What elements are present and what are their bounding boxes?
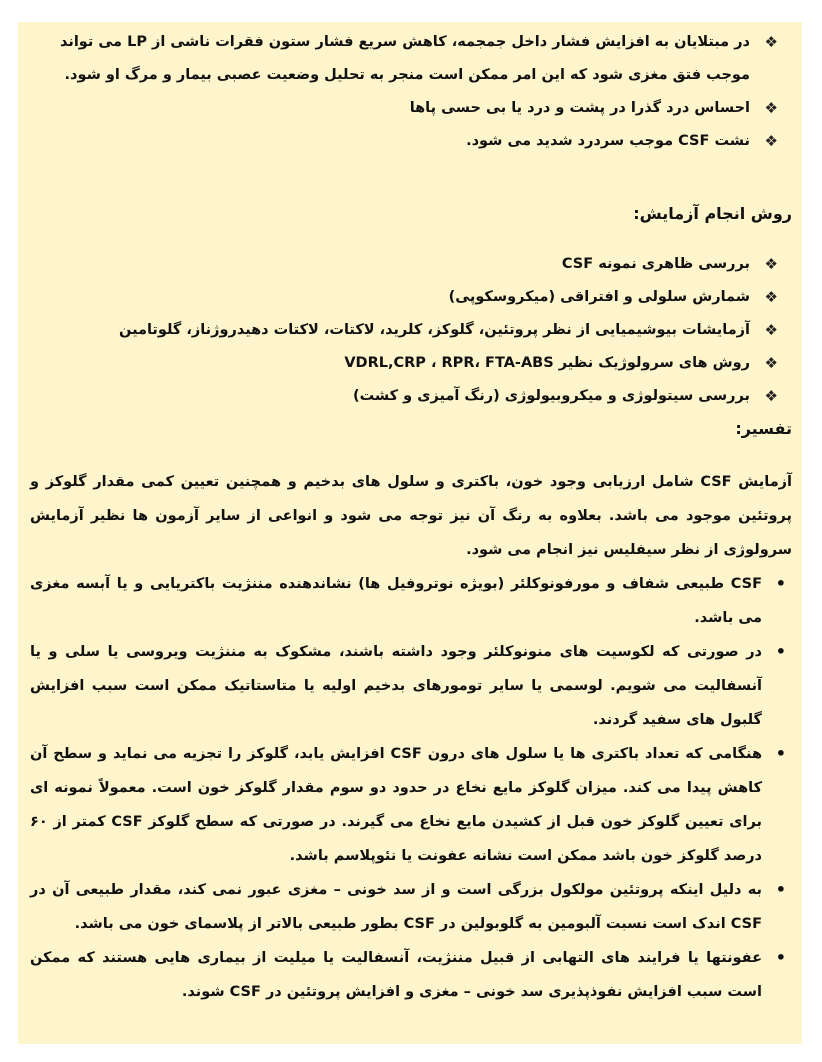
list-item: • به دلیل اینکه پروتئین مولکول بزرگی است و از سد خونی – مغزی عبور نمی کند، مقدار طبیعی آن در CSF اندک است نسبت آلبومین به گلوبولین در CSF بطور طبیعی بالاتر از پلاسمای خون می باشد. — [30, 873, 792, 941]
diamond-bullet-icon: ❖ — [764, 255, 778, 273]
interpretation-paragraph: آزمایش CSF شامل ارزیابی وجود خون، باکتری و سلول های بدخیم و همچنین تعیین کمی مقدار گلوکز و پروتئین موجود می باشد. بعلاوه به رنگ آن نیز توجه می شود و انواعی از سایر آزمون ها نظیر آزمایش سرولوژی از نظر سیفلیس نیز انجام می شود. — [30, 474, 792, 558]
diamond-bullet-icon: ❖ — [764, 33, 778, 51]
procedure-list — [30, 248, 792, 413]
list-item: • CSF طبیعی شفاف و مورفونوکلئر (بویژه نوتروفیل ها) نشاندهنده مننژیت باکتریایی و یا آبسه مغزی می باشد. — [30, 567, 792, 635]
interpretation-list — [30, 567, 792, 1009]
list-item: • عفونتها یا فرایند های التهابی از قبیل مننژیت، آنسفالیت یا میلیت از بیماری هایی هستند که ممکن است سبب افزایش نفوذپذیری سد خونی – مغزی و افزایش پروتئین در CSF شوند. — [30, 941, 792, 1009]
bullet-dot-icon: • — [775, 744, 786, 763]
list-item: ❖ شمارش سلولی و افتراقی (میکروسکوپی) — [30, 281, 792, 314]
document-page — [18, 22, 802, 1044]
list-item: ❖ بررسی ظاهری نمونه CSF — [30, 248, 792, 281]
diamond-bullet-icon: ❖ — [764, 288, 778, 306]
complications-list — [30, 26, 792, 158]
list-item: ❖ در مبتلایان به افزایش فشار داخل جمجمه، کاهش سریع فشار ستون فقرات ناشی از LP می تواند موجب فتق مغزی شود که این امر ممکن است منجر به تحلیل وضعیت عصبی بیمار و مرگ او شود. — [30, 26, 792, 92]
list-item: ❖ نشت CSF موجب سردرد شدید می شود. — [30, 125, 792, 158]
list-item: ❖ احساس درد گذرا در پشت و درد یا بی حسی پاها — [30, 92, 792, 125]
interpretation-heading: تفسیر: — [735, 419, 792, 438]
bullet-dot-icon: • — [775, 574, 786, 593]
diamond-bullet-icon: ❖ — [764, 354, 778, 372]
diamond-bullet-icon: ❖ — [764, 387, 778, 405]
diamond-bullet-icon: ❖ — [764, 132, 778, 150]
bullet-dot-icon: • — [775, 642, 786, 661]
list-item: ❖ آزمایشات بیوشیمیایی از نظر پروتئین، گلوکز، کلرید، لاکتات، لاکتات دهیدروژناز، گلوتامین — [30, 314, 792, 347]
diamond-bullet-icon: ❖ — [764, 99, 778, 117]
list-item: ❖ روش های سرولوژیک نظیر VDRL,CRP ، RPR، FTA-ABS — [30, 347, 792, 380]
bullet-dot-icon: • — [775, 880, 786, 899]
list-item: ❖ بررسی سیتولوژی و میکروبیولوژی (رنگ آمیزی و کشت) — [30, 380, 792, 413]
list-item: • در صورتی که لکوسیت های منونوکلئر وجود داشته باشند، مشکوک به مننژیت ویروسی یا سلی و یا آنسفالیت می شویم. لوسمی یا سایر تومورهای بدخیم اولیه یا متاستاتیک ممکن است سبب افزایش گلبول های سفید گردند. — [30, 635, 792, 737]
list-item: • هنگامی که تعداد باکتری ها یا سلول های درون CSF افزایش یابد، گلوکز را تجزیه می نماید و سطح آن کاهش پیدا می کند. میزان گلوکز مایع نخاع در حدود دو سوم مقدار گلوکز خون است. معمولاً نمونه ای برای تعیین گلوکز خون قبل از کشیدن مایع نخاع می گیرند. در صورتی که سطح گلوکز CSF کمتر از ۶۰ درصد گلوکز خون باشد ممکن است نشانه عفونت یا نئوپلاسم باشد. — [30, 737, 792, 873]
diamond-bullet-icon: ❖ — [764, 321, 778, 339]
procedure-heading: روش انجام آزمایش: — [633, 204, 792, 223]
bullet-dot-icon: • — [775, 948, 786, 967]
